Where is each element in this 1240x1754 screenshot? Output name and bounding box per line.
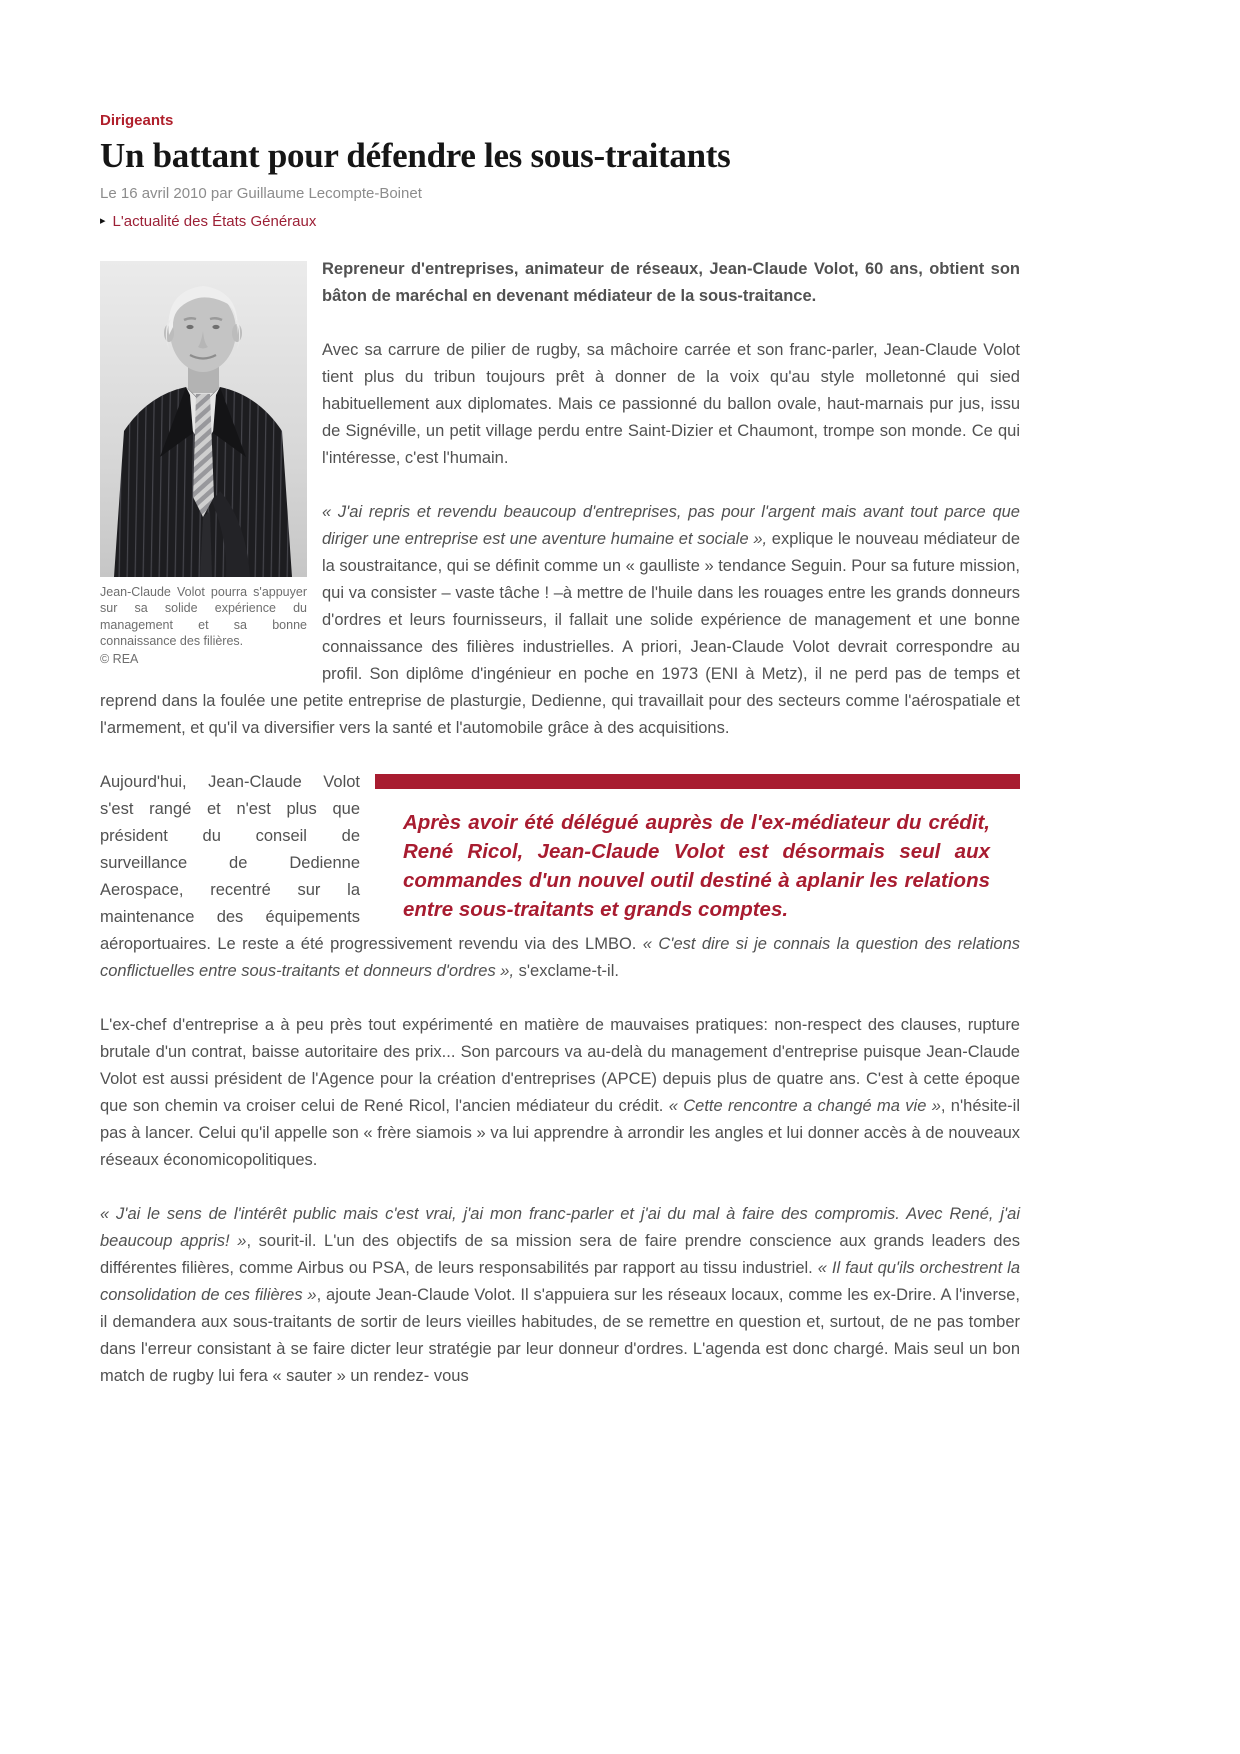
quote-segment: « Il faut qu'ils orchestrent la consolidation de ces filières » — [100, 1258, 1020, 1304]
byline: Le 16 avril 2010 par Guillaume Lecompte-Boinet — [100, 184, 422, 202]
body-paragraph-5 — [100, 1201, 1020, 1390]
quote-segment: « C'est dire si je connais la question des relations conflictuelles entre sous-traitants et donneurs d'ordres », — [100, 934, 1021, 980]
category-label[interactable]: Dirigeants — [100, 112, 174, 129]
article-body — [100, 256, 1020, 1417]
quote-section — [100, 769, 1020, 985]
paragraph-segment: L'ex-chef d'entreprise a à peu près tout expérimenté en matière de mauvaises pratiques: non-respect des clauses, rupture brutale d'un contrat, baisse autoritaire des prix... Son parcours va au-delà du management d'entreprise puisque Jean-Claude Volot est aussi président de l'Agence pour la création d'entreprises (APCE) depuis plus de quatre ans. C'est à cette époque que son chemin va croiser celui de René Ricol, l'ancien médiateur du crédit. — [100, 1015, 1020, 1115]
related-link-label: L'actualité des États Généraux — [112, 212, 317, 230]
portrait-photo — [100, 261, 307, 577]
paragraph-segment: , n'hésite-il pas à lancer. Celui qu'il appelle son « frère siamois » va lui apprendre à arrondir les angles et lui donner accès à de nouveaux réseaux économicopolitiques. — [100, 1096, 1020, 1169]
quote-segment: « J'ai le sens de l'intérêt public mais c'est vrai, j'ai mon franc-parler et j'ai du mal à faire des compromis. Avec René, j'ai beaucoup appris! » — [100, 1204, 1020, 1250]
photo-figure — [100, 261, 307, 668]
photo-caption: Jean-Claude Volot pourra s'appuyer sur sa solide expérience du management et sa bonne connaissance des filières. — [100, 584, 307, 648]
paragraph-segment: Avec sa carrure de pilier de rugby, sa mâchoire carrée et son franc-parler, Jean-Claude Volot tient plus du tribun toujours prêt à donner de la voix qu'au style molletonné qui sied habituellement aux diplomates. Mais ce passionné du ballon ovale, haut-marnais pur jus, issu de Signéville, un petit village perdu entre Saint-Dizier et Chaumont, trompe son monde. Ce qui l'intéresse, c'est l'humain. — [322, 340, 1020, 467]
article-page — [100, 0, 1020, 1417]
paragraph-segment: , sourit-il. L'un des objectifs de sa mission sera de faire prendre conscience aux grands leaders des différentes filières, comme Airbus ou PSA, de leurs responsabilités par rapport au tissu industriel. — [100, 1231, 1021, 1277]
arrow-bullet-icon: ▸ — [100, 214, 106, 227]
intro-text: Repreneur d'entreprises, animateur de réseaux, Jean-Claude Volot, 60 ans, obtient son bâton de maréchal en devenant médiateur de la sous-traitance. — [322, 259, 1020, 305]
pull-quote — [375, 774, 1020, 924]
paragraph-segment: explique le nouveau médiateur de la soustraitance, qui se définit comme un « gaulliste » tendance Seguin. Pour sa future mission, qui va consister – vaste tâche ! –à mettre de l'huile dans les rouages entre les grands donneurs d'ordres et leurs fournisseurs, il fallait une solide expérience de management et une bonne connaissance des filières industrielles. A priori, Jean-Claude Volot devrait correspondre au profil. Son diplôme d'ingénieur en poche en 1973 (ENI à Metz), il ne perd pas de temps et reprend dans la foulée une petite entreprise de plasturgie, Dedienne, qui travaillait pour des secteurs comme l'aérospatiale et l'armement, et qu'il va diversifier vers la santé et l'automobile grâce à des acquisitions. — [100, 529, 1020, 737]
pull-quote-bar — [375, 774, 1020, 789]
body-paragraph-4 — [100, 1012, 1020, 1174]
page-title: Un battant pour défendre les sous-traitants — [100, 136, 731, 175]
photo-credit: © REA — [100, 651, 139, 666]
related-link[interactable] — [100, 213, 316, 230]
paragraph-segment: s'exclame-t-il. — [514, 961, 619, 980]
photo-caption-block — [100, 584, 307, 668]
paragraph-segment: , ajoute Jean-Claude Volot. Il s'appuiera sur les réseaux locaux, comme les ex-Drire. A l'inverse, il demandera aux sous-traitants de sortir de leurs vieilles habitudes, de se remettre en question et, surtout, de ne pas tomber dans l'erreur consistant à se faire dicter leur stratégie par leur donneur d'ordres. L'agenda est donc chargé. Mais seul un bon match de rugby lui fera « sauter » un rendez- vous — [100, 1285, 1020, 1385]
pull-quote-text: Après avoir été délégué auprès de l'ex-médiateur du crédit, René Ricol, Jean-Claude Volot est désormais seul aux commandes d'un nouvel outil destiné à aplanir les relations entre sous-traitants et grands comptes. — [403, 810, 990, 921]
quote-segment: « Cette rencontre a changé ma vie » — [668, 1096, 941, 1115]
quote-segment: « J'ai repris et revendu beaucoup d'entreprises, pas pour l'argent mais avant tout parce que diriger une entreprise est une aventure humaine et sociale », — [322, 502, 1020, 548]
paragraph-segment: Aujourd'hui, Jean-Claude Volot s'est rangé et n'est plus que président du conseil de surveillance de Dedienne Aerospace, recentré sur la maintenance des équipements aéroportuaires. Le reste a été progressivement revendu via des LMBO. — [100, 772, 643, 953]
